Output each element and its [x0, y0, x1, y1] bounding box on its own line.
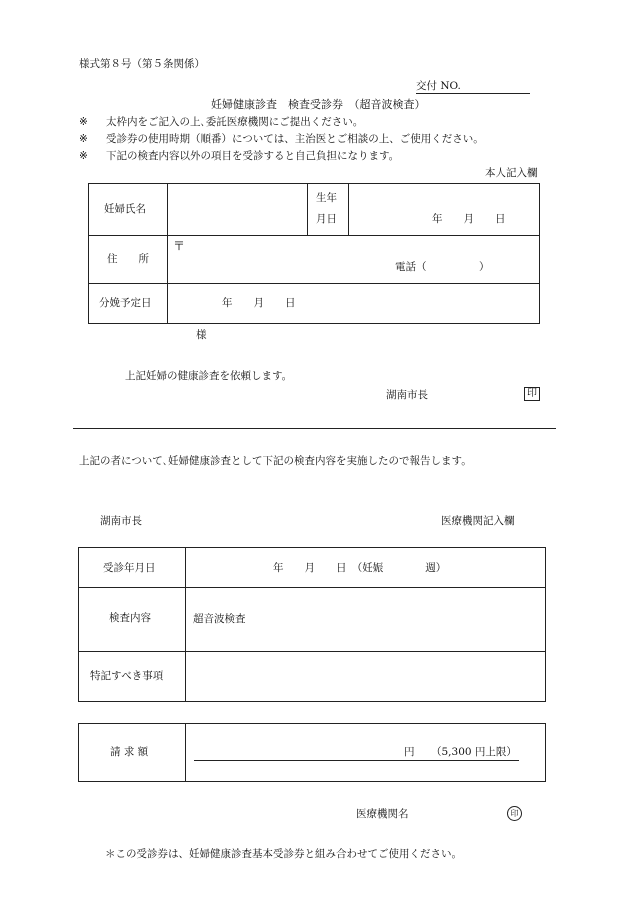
- name-field[interactable]: [179, 196, 299, 224]
- exam-date-field[interactable]: 年 月 日 （妊娠 週）: [273, 562, 447, 574]
- exam-content-value: 超音波検査: [193, 613, 246, 625]
- page-title: 妊婦健康診査 検査受診券 （超音波検査）: [211, 98, 426, 111]
- institution-name-label: 医療機関名: [356, 808, 409, 820]
- issue-number: 交付 NO.: [416, 81, 530, 94]
- institution-seal: 印: [507, 806, 522, 821]
- report-text: 上記の者について､妊婦健康診査として下記の検査内容を実施したので報告します。: [79, 455, 472, 467]
- form-number: 様式第８号（第５条関係）: [79, 58, 205, 70]
- name-label: 妊婦氏名: [104, 203, 146, 215]
- mayor-seal: 印: [524, 387, 540, 401]
- due-date-field[interactable]: 年 月 日: [222, 297, 296, 309]
- due-date-label: 分娩予定日: [99, 297, 152, 309]
- remarks-field[interactable]: [193, 660, 533, 694]
- patient-info-table: [88, 183, 540, 324]
- note-mark: ※: [79, 133, 88, 145]
- exam-date-label: 受診年月日: [103, 562, 156, 574]
- note-item: 太枠内をご記入の上､委託医療機関にご提出ください。: [106, 116, 364, 128]
- remarks-label: 特記すべき事項: [90, 670, 164, 682]
- note-mark: ※: [79, 150, 88, 162]
- exam-content-label: 検査内容: [109, 612, 151, 624]
- note-item: 受診券の使用時期（順番）については、主治医とご相談の上、ご使用ください。: [106, 133, 484, 145]
- divider: [73, 428, 556, 429]
- postal-mark: 〒: [173, 239, 186, 253]
- institution-seal-wrap: [507, 806, 522, 821]
- mayor-name: 湖南市長: [386, 389, 428, 401]
- birth-date-field[interactable]: 年 月 日: [432, 213, 506, 225]
- request-text: 上記妊婦の健康診査を依頼します。: [125, 370, 293, 382]
- self-entry-label: 本人記入欄: [485, 167, 538, 179]
- phone-field[interactable]: 電話（ ）: [395, 261, 490, 273]
- note-item: 下記の検査内容以外の項目を受診すると自己負担になります。: [106, 150, 400, 162]
- note-mark: ※: [79, 116, 88, 128]
- honorific: 様: [196, 329, 207, 341]
- claim-yen: 円: [404, 746, 415, 758]
- mayor-addressee: 湖南市長: [100, 515, 142, 527]
- birth-label: 月日: [316, 213, 337, 225]
- address-label: 住 所: [107, 253, 149, 265]
- institution-entry-label: 医療機関記入欄: [441, 515, 515, 527]
- claim-label: 請 求 額: [110, 746, 149, 758]
- birth-label: 生年: [316, 192, 337, 204]
- claim-limit: （5,300 円上限）: [431, 746, 517, 758]
- footer-note: ＊この受診券は、妊婦健康診査基本受診券と組み合わせてご使用ください。: [105, 848, 462, 860]
